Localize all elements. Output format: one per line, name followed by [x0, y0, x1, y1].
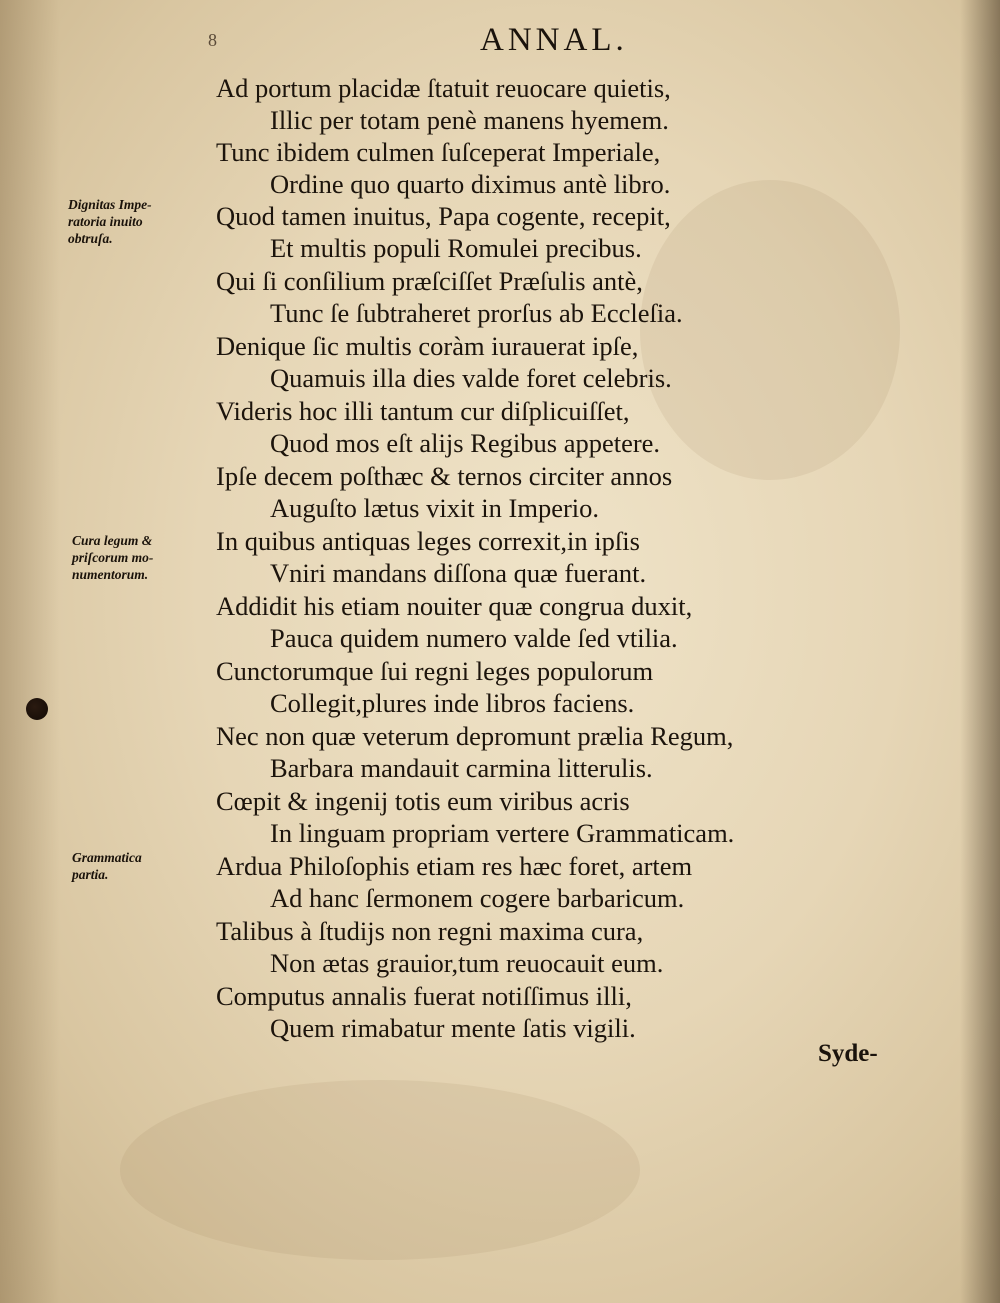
verse-line: Quod tamen inuitus, Papa cogente, recepit, [216, 201, 671, 231]
verse-line: Vniri mandans diſſona quæ fuerant. [270, 558, 647, 588]
verse-line: Tunc ibidem culmen ſuſceperat Imperiale, [216, 137, 661, 167]
verse-line: Nec non quæ veterum depromunt prælia Regum, [216, 721, 734, 751]
verse-line: Ardua Philoſophis etiam res hæc foret, artem [216, 851, 693, 881]
verse-line: Pauca quidem numero valde ſed vtilia. [270, 623, 678, 653]
verse-line: Ipſe decem poſthæc & ternos circiter annos [216, 461, 673, 491]
verse-line: Collegit,plures inde libros faciens. [270, 688, 635, 718]
verse-line: Addidit his etiam nouiter quæ congrua duxit, [216, 591, 693, 621]
running-header: ANNAL. [480, 22, 628, 58]
verse-line: Quem rimabatur mente ſatis vigili. [270, 1013, 636, 1043]
verse-line: Quod mos eſt alijs Regibus appetere. [270, 428, 661, 458]
verse-line: Talibus à ſtudijs non regni maxima cura, [216, 916, 644, 946]
verse-line: Cœpit & ingenij totis eum viribus acris [216, 786, 630, 816]
catchword: Syde- [818, 1040, 878, 1067]
paper-stain [640, 180, 900, 480]
margin-note: Grammatica partia. [72, 850, 142, 882]
verse-line: Ad portum placidæ ſtatuit reuocare quietis, [216, 73, 671, 103]
verse-line: Cunctorumque ſui regni leges populorum [216, 656, 654, 686]
verse-line: Computus annalis fuerat notiſſimus illi, [216, 981, 632, 1011]
verse-line: Non ætas grauior,tum reuocauit eum. [270, 948, 664, 978]
paper-stain [120, 1080, 640, 1260]
verse-line: Tunc ſe ſubtraheret prorſus ab Eccleſia. [270, 298, 683, 328]
page-signature-mark: 8 [208, 30, 217, 50]
verse-line: In linguam propriam vertere Grammaticam. [270, 818, 735, 848]
verse-line: Quamuis illa dies valde foret celebris. [270, 363, 672, 393]
verse-line: Denique ſic multis coràm iurauerat ipſe, [216, 331, 639, 361]
margin-note: Cura legum & priſcorum mo- numentorum. [72, 533, 154, 582]
verse-line: Ordine quo quarto diximus antè libro. [270, 169, 671, 199]
verse-line: Auguſto lætus vixit in Imperio. [270, 493, 600, 523]
verse-line: Illic per totam penè manens hyemem. [270, 105, 669, 135]
verse-line: Videris hoc illi tantum cur diſplicuiſſet, [216, 396, 630, 426]
verse-line: Et multis populi Romulei precibus. [270, 233, 642, 263]
verse-line: Qui ſi conſilium præſciſſet Præſulis antè, [216, 266, 643, 296]
ink-blot [26, 698, 48, 720]
verse-line: In quibus antiquas leges correxit,in ipſis [216, 526, 640, 556]
margin-note: Dignitas Impe- ratoria inuito obtruſa. [68, 197, 152, 246]
verse-line: Barbara mandauit carmina litterulis. [270, 753, 653, 783]
verse-line: Ad hanc ſermonem cogere barbaricum. [270, 883, 685, 913]
